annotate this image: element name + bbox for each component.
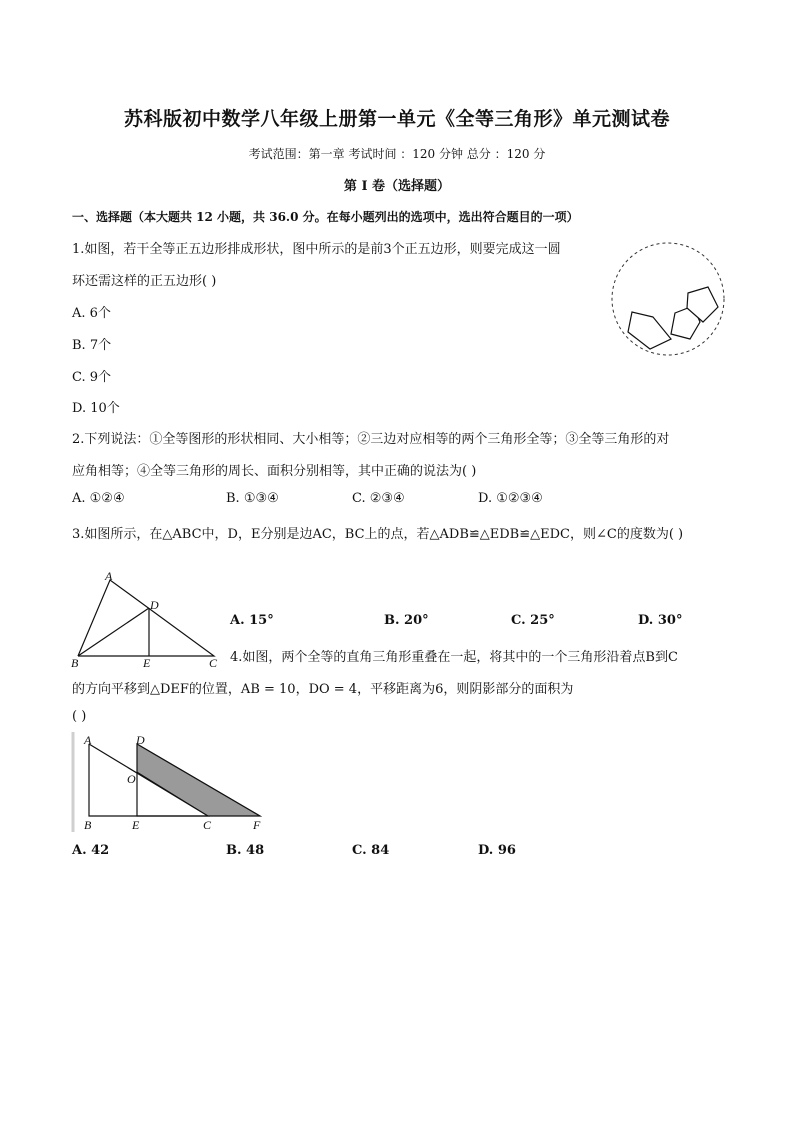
label-b: B (71, 656, 79, 670)
q4-option-a[interactable]: A. 42 (72, 843, 110, 858)
q3-option-a[interactable]: A. 15° (230, 613, 274, 628)
question-2-line-2: 应角相等；④全等三角形的周长、面积分别相等，其中正确的说法为( ) (72, 464, 477, 479)
question-1-line-1: 1.如图，若干全等正五边形排成形状，图中所示的是前3个正五边形，则要完成这一圆 (72, 242, 561, 257)
label-a: A (105, 569, 113, 583)
question-1-line-2: 环还需这样的正五边形( ) (72, 274, 217, 289)
q2-option-c[interactable]: C. ②③④ (352, 491, 405, 506)
question-3-line-1: 3.如图所示，在△ABC中，D，E分别是边AC，BC上的点，若△ADB≌△EDB≌△EDC，则∠C的度数为( ) (72, 527, 684, 542)
q3-option-c[interactable]: C. 25° (511, 613, 555, 628)
q2-option-a[interactable]: A. ①②④ (72, 491, 125, 506)
q3-option-b[interactable]: B. 20° (384, 613, 429, 628)
pentagon-ring-figure (604, 236, 734, 366)
q1-option-b[interactable]: B. 7个 (72, 338, 112, 353)
question-4-line-3: ( ) (72, 709, 87, 724)
q4-option-c[interactable]: C. 84 (352, 843, 390, 858)
q4-option-d[interactable]: D. 96 (478, 843, 516, 858)
label-d: D (150, 598, 159, 612)
q1-option-c[interactable]: C. 9个 (72, 370, 112, 385)
section-heading: 一、选择题（本大题共 12 小题，共 36.0 分。在每小题列出的选项中，选出符合题目的一项） (72, 210, 579, 224)
question-4-line-1: 4.如图，两个全等的直角三角形重叠在一起，将其中的一个三角形沿着点B到C (230, 650, 678, 665)
label-c: C (209, 656, 218, 670)
translated-triangles-figure (70, 732, 270, 836)
exam-info: 考试范围：第一章 考试时间 ：120 分钟 总分 ：120 分 (248, 147, 546, 161)
label-d: D (136, 733, 145, 747)
label-c: C (203, 818, 212, 832)
q2-option-b[interactable]: B. ①③④ (226, 491, 279, 506)
part-heading: 第 I 卷（选择题） (343, 179, 451, 194)
q3-option-d[interactable]: D. 30° (638, 613, 683, 628)
triangle-abc (78, 580, 214, 656)
q4-option-b[interactable]: B. 48 (226, 843, 265, 858)
exam-title: 苏科版初中数学八年级上册第一单元《全等三角形》单元测试卷 (123, 108, 670, 130)
question-4-line-2: 的方向平移到△DEF的位置，AB = 10，DO = 4，平移距离为6，则阴影部分的面积为 (72, 682, 574, 697)
q1-option-a[interactable]: A. 6个 (72, 306, 111, 321)
label-b: B (84, 818, 92, 832)
q2-option-d[interactable]: D. ①②③④ (478, 491, 543, 506)
label-e: E (143, 656, 151, 670)
q1-option-d[interactable]: D. 10个 (72, 401, 120, 416)
pentagon-1 (628, 312, 671, 349)
label-e: E (132, 818, 140, 832)
label-o: O (127, 772, 136, 786)
question-2-line-1: 2.下列说法：①全等图形的形状相同、大小相等；②三边对应相等的两个三角形全等；③全等三角形的对 (72, 432, 670, 447)
label-a: A (84, 733, 92, 747)
triangle-abc-figure (66, 566, 226, 676)
label-f: F (253, 818, 261, 832)
